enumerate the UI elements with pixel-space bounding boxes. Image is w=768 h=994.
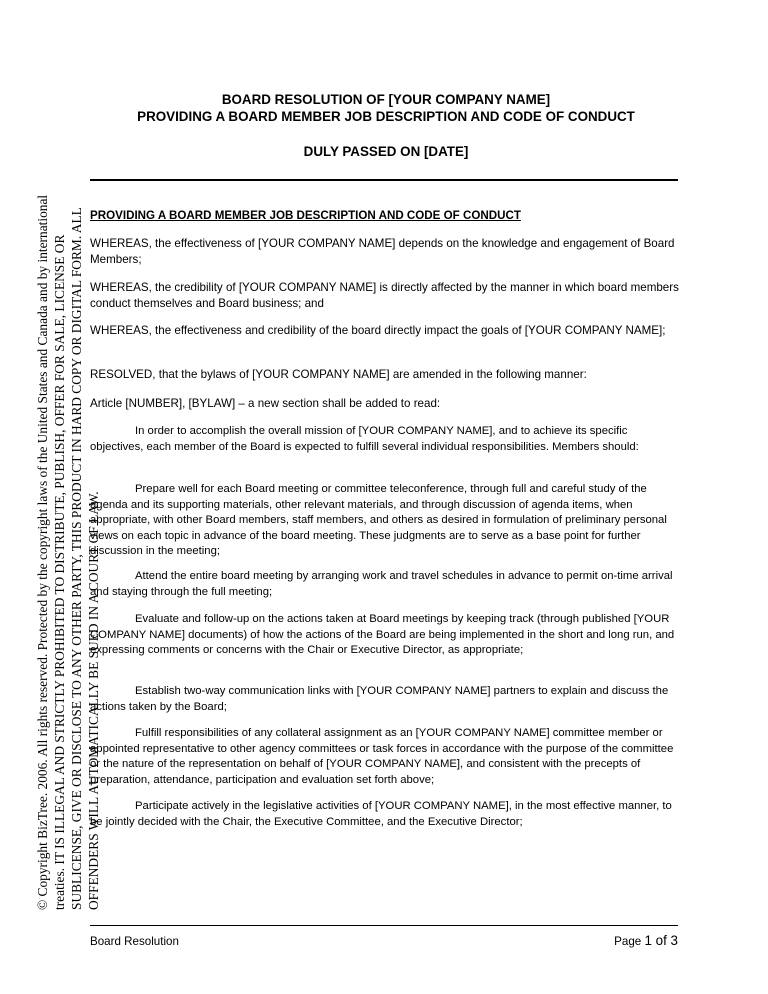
copyright-line-4: OFFENDERS WILL AUTOMATICALLY BE SUED IN A COURT OF LAW. xyxy=(86,491,101,910)
page-number-value: 1 of 3 xyxy=(644,933,678,948)
paragraph-1: In order to accomplish the overall mission of [YOUR COMPANY NAME], and to achieve its specific objectives, each member of the Board is expected to fulfill several individual responsibilities. Members should: xyxy=(90,425,639,453)
page-number-prefix: Page xyxy=(614,935,642,948)
whereas-clause-2: WHEREAS, the credibility of [YOUR COMPANY NAME] is directly affected by the manner in which board members conduct themselves and Board business; and xyxy=(90,281,679,310)
footer-divider xyxy=(90,925,678,926)
paragraph-6: Fulfill responsibilities of any collateral assignment as an [YOUR COMPANY NAME] committee member or appointed representative to other agency committees or task forces in accordance with the purpose of the committee or the nature of the representation on behalf of [YOUR COMPANY NAME], and consistent with the precepts of preparation, attendance, participation and evaluation set forth above; xyxy=(90,727,674,786)
whereas-clause-1: WHEREAS, the effectiveness of [YOUR COMPANY NAME] depends on the knowledge and engagement of Board Members; xyxy=(90,237,675,266)
whereas-clause-3: WHEREAS, the effectiveness and credibility of the board directly impact the goals of [YOUR COMPANY NAME]; xyxy=(90,324,666,337)
copyright-line-3: SUBLICENSE, GIVE OR DISCLOSE TO ANY OTHER PARTY, THIS PRODUCT IN HARD COPY OR DIGITAL FORM. ALL xyxy=(69,207,84,910)
resolved-clause: RESOLVED, that the bylaws of [YOUR COMPANY NAME] are amended in the following manner: xyxy=(90,368,587,381)
copyright-line-1: © Copyright BizTree. 2006. All rights reserved. Protected by the copyright laws of the United States and Canada and by international xyxy=(35,194,50,910)
paragraph-4: Evaluate and follow-up on the actions taken at Board meetings by keeping track (through published [YOUR COMPANY NAME] documents) of how the actions of the Board are being implemented in the short and long run, and expressing comments or concerns with the Chair or Executive Director, as appropriate; xyxy=(90,613,675,657)
copyright-line-2: treaties. IT IS ILLEGAL AND STRICTLY PROHIBITED TO DISTRIBUTE, PUBLISH, OFFER FOR SALE, LICENSE OR xyxy=(52,234,67,910)
page-title-line-2: PROVIDING A BOARD MEMBER JOB DESCRIPTION AND CODE OF CONDUCT xyxy=(137,109,635,124)
passed-date: DULY PASSED ON [DATE] xyxy=(303,144,469,159)
footer-document-name: Board Resolution xyxy=(90,935,179,948)
paragraph-7: Participate actively in the legislative activities of [YOUR COMPANY NAME], in the most effective manner, to be jointly decided with the Chair, the Executive Committee, and the Executive Director; xyxy=(90,800,672,828)
article-clause: Article [NUMBER], [BYLAW] – a new section shall be added to read: xyxy=(90,397,441,410)
page-title-line-1: BOARD RESOLUTION OF [YOUR COMPANY NAME] xyxy=(221,92,551,107)
section-heading: PROVIDING A BOARD MEMBER JOB DESCRIPTION AND CODE OF CONDUCT xyxy=(90,209,521,222)
paragraph-3: Attend the entire board meeting by arranging work and travel schedules in advance to permit on-time arrival and staying through the full meeting; xyxy=(90,570,673,598)
page-number xyxy=(614,933,678,948)
paragraph-2: Prepare well for each Board meeting or committee teleconference, through full and careful study of the agenda and its supporting materials, other relevant materials, and through discussion of agenda items, when appropriate, with other Board members, staff members, and others as desired in formulation of preliminary personal views on each topic in advance of the board meeting. These judgments are to serve as a base point for further discussion in the meeting; xyxy=(90,483,667,558)
paragraph-5: Establish two-way communication links with [YOUR COMPANY NAME] partners to explain and discuss the actions taken by the Board; xyxy=(90,685,669,713)
header-divider xyxy=(90,179,678,181)
